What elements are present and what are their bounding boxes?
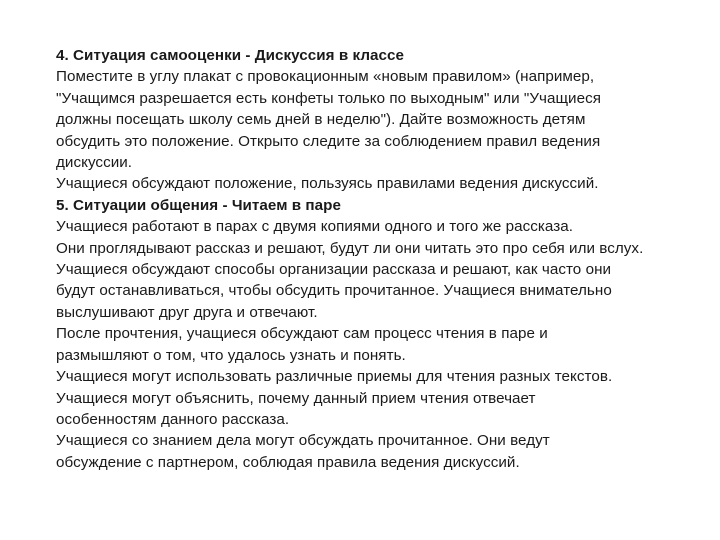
text-line: размышляют о том, что удалось узнать и понять. bbox=[56, 346, 406, 364]
text-line: Они проглядывают рассказ и решают, будут ли они читать это про себя или вслух. bbox=[56, 239, 644, 257]
text-line: обсудить это положение. Открыто следите за соблюдением правил ведения bbox=[56, 132, 601, 150]
text-line: дискуссии. bbox=[56, 154, 133, 172]
section-heading-4: 4. Ситуация самооценки - Дискуссия в классе bbox=[56, 47, 405, 64]
section-heading-5: 5. Ситуации общения - Читаем в паре bbox=[56, 196, 341, 214]
text-line: будут останавливаться, чтобы обсудить прочитанное. Учащиеся внимательно bbox=[56, 282, 612, 300]
text-line: особенностям данного рассказа. bbox=[56, 410, 290, 428]
text-line: После прочтения, учащиеся обсуждают сам процесс чтения в паре и bbox=[56, 325, 548, 343]
text-line: обсуждение с партнером, соблюдая правила ведения дискуссий. bbox=[56, 453, 520, 471]
text-line: Учащиеся обсуждают положение, пользуясь правилами ведения дискуссий. bbox=[56, 175, 599, 193]
text-line: выслушивают друг друга и отвечают. bbox=[56, 303, 318, 321]
text-line: "Учащимся разрешается есть конфеты только по выходным" или "Учащиеся bbox=[56, 89, 602, 107]
document-text bbox=[56, 45, 696, 473]
text-line: Учащиеся могут использовать различные приемы для чтения разных текстов. bbox=[56, 368, 613, 386]
text-line: Учащиеся могут объяснить, почему данный прием чтения отвечает bbox=[56, 389, 536, 407]
text-line: Учащиеся со знанием дела могут обсуждать прочитанное. Они ведут bbox=[56, 432, 550, 450]
text-line: Учащиеся работают в парах с двумя копиями одного и того же рассказа. bbox=[56, 218, 574, 236]
text-line: Поместите в углу плакат с провокационным «новым правилом» (например, bbox=[56, 68, 595, 86]
text-line: должны посещать школу семь дней в неделю"). Дайте возможность детям bbox=[56, 111, 586, 129]
text-line: Учащиеся обсуждают способы организации рассказа и решают, как часто они bbox=[56, 261, 612, 279]
